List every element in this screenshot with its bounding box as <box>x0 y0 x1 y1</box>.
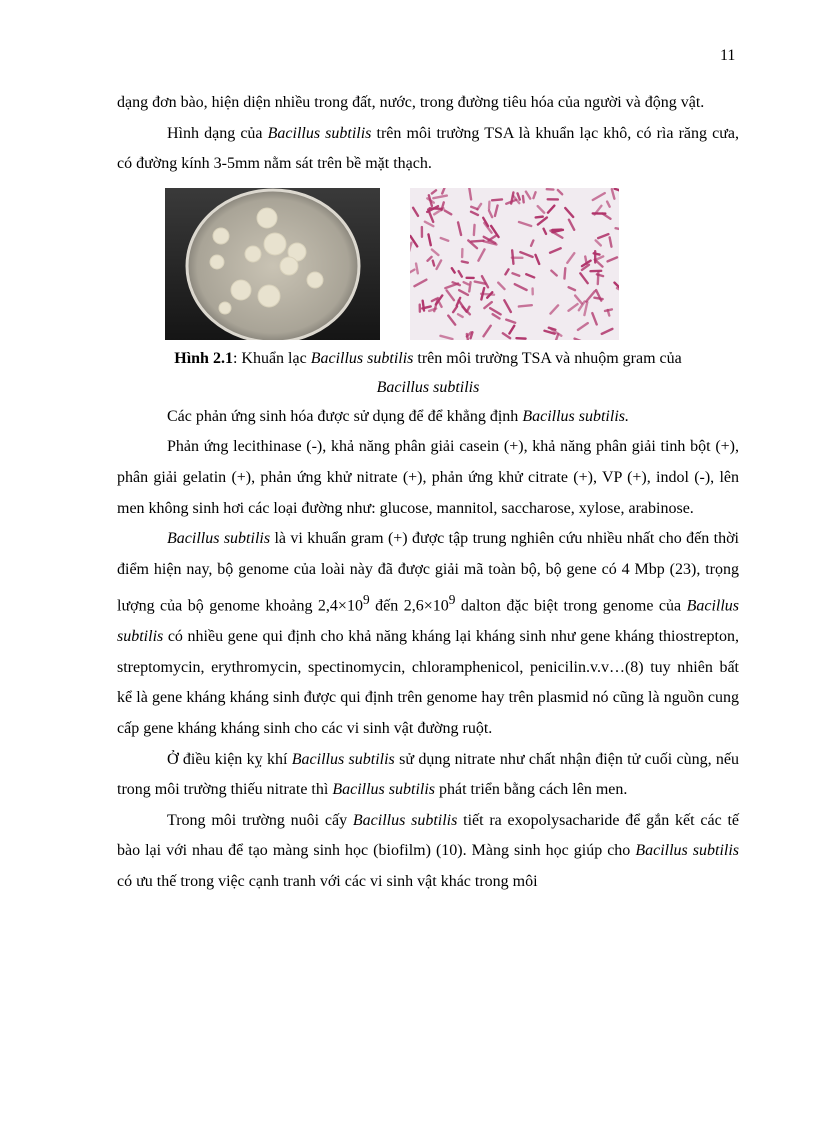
page-number: 11 <box>720 47 736 64</box>
paragraph-2: Hình dạng của Bacillus subtilis trên môi trường TSA là khuẩn lạc khô, có rìa răng cưa, có đường kính 3-5mm nằm sát trên bề mặt thạch. <box>117 124 739 173</box>
figure-caption-line-2: Bacillus subtilis <box>376 378 480 396</box>
document-body <box>117 88 739 898</box>
paragraph-6: Ở điều kiện kỵ khí Bacillus subtilis sử dụng nitrate như chất nhận điện tử cuối cùng, nếu trong môi trường thiếu nitrate thì Bacillus subtilis phát triển bằng cách lên men. <box>117 750 740 799</box>
paragraph-4: Phản ứng lecithinase (-), khả năng phân giải casein (+), khả năng phân giải tinh bột (+), phân giải gelatin (+), phản ứng khử nitrate (+), phản ứng khử citrate (+), VP (+), indol (-), lên men không sinh hơi các loại đường như: glucose, mannitol, saccharose, xylose, arabinose. <box>117 438 739 517</box>
figure-caption: Hình 2.1: Khuẩn lạc Bacillus subtilis trên môi trường TSA và nhuộm gram của <box>174 349 682 367</box>
paragraph-5: Bacillus subtilis là vi khuẩn gram (+) được tập trung nghiên cứu nhiều nhất cho đến thời điểm hiện nay, bộ genome của loài này đã được giải mã toàn bộ, bộ gene có 4 Mbp (23), trọng lượng của bộ genome khoảng $2,4\times 10^9$ đến $2,6\times 10^9$ dalton đặc biệt trong genome của Bacillus subtilis có nhiều gene qui định cho khả năng kháng lại kháng sinh như gene kháng thiostrepton, streptomycin, erythromycin, spectinomycin, chloramphenicol, penicilin.v.v…(8) tuy nhiên bất kể là gene kháng kháng sinh được qui định trên genome hay trên plasmid nó cũng là nguồn cung cấp gene kháng kháng sinh cho các vi sinh vật đường ruột. <box>117 530 740 738</box>
gram-stain-image <box>410 188 619 340</box>
paragraph-7: Trong môi trường nuôi cấy Bacillus subtilis tiết ra exopolysacharide để gắn kết các tế bào lại với nhau để tạo màng sinh học (biofilm) (10). Màng sinh học giúp cho Bacillus subtilis có ưu thế trong việc cạnh tranh với các vi sinh vật khác trong môi <box>117 811 740 891</box>
figure-images <box>117 188 739 344</box>
paragraph-3: Các phản ứng sinh hóa được sử dụng để để khẳng định Bacillus subtilis. <box>167 407 629 425</box>
paragraph-1: dạng đơn bào, hiện diện nhiều trong đất, nước, trong đường tiêu hóa của người và động vật. <box>117 94 705 111</box>
petri-dish-colonies-image <box>165 188 380 340</box>
